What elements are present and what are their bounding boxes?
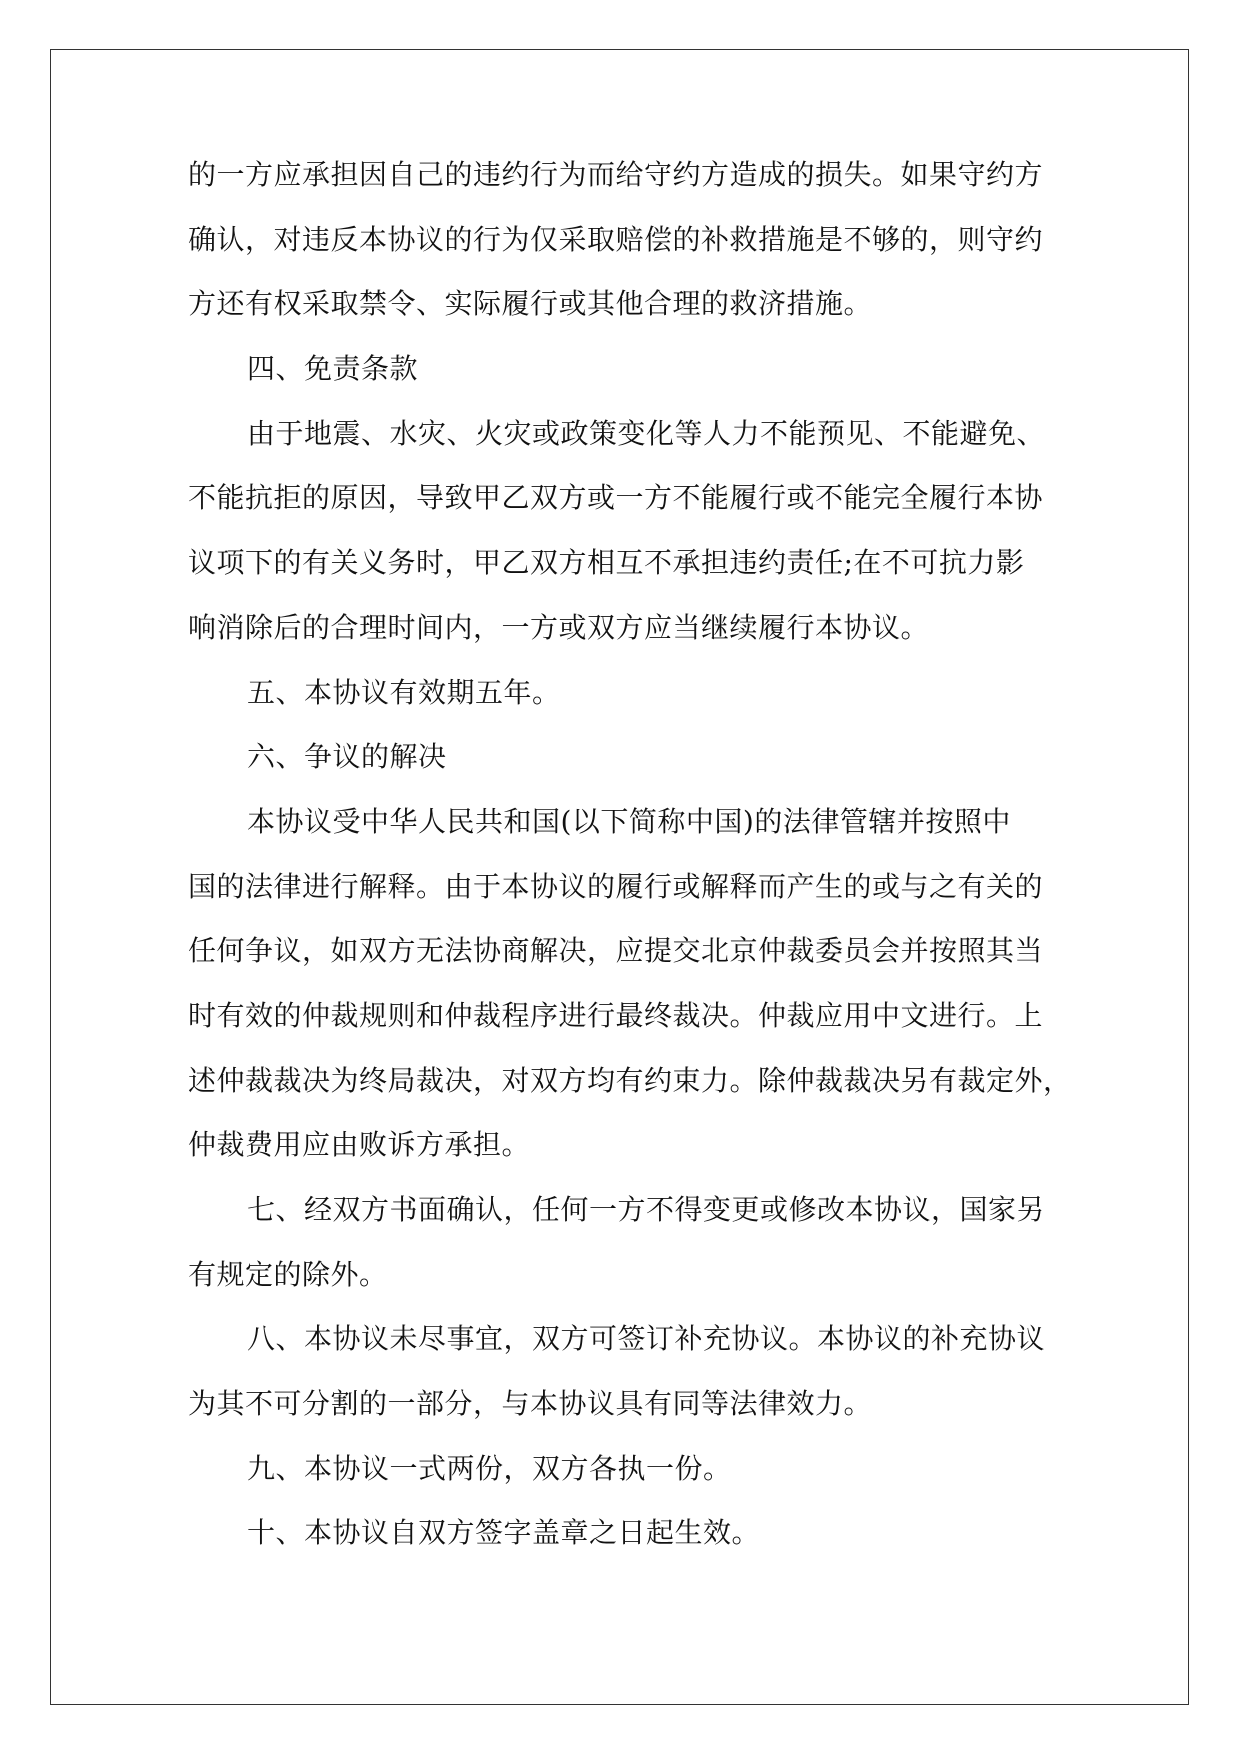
- section-term: 五、本协议有效期五年。: [247, 675, 561, 709]
- text-line: 为其不可分割的一部分，与本协议具有同等法律效力。: [188, 1387, 873, 1421]
- text-line: 本协议受中华人民共和国(以下简称中国)的法律管辖并按照中: [247, 804, 1011, 838]
- text-line: 响消除后的合理时间内，一方或双方应当继续履行本协议。: [188, 610, 930, 644]
- text-line: 时有效的仲裁规则和仲裁程序进行最终裁决。仲裁应用中文进行。上: [188, 998, 1044, 1032]
- section-heading-dispute: 六、争议的解决: [247, 740, 447, 774]
- text-line: 确认，对违反本协议的行为仅采取赔偿的补救措施是不够的，则守约: [188, 222, 1044, 256]
- text-line: 国的法律进行解释。由于本协议的履行或解释而产生的或与之有关的: [188, 869, 1044, 903]
- text-line: 有规定的除外。: [188, 1257, 388, 1291]
- section-copies: 九、本协议一式两份，双方各执一份。: [247, 1451, 732, 1485]
- text-line: 方还有权采取禁令、实际履行或其他合理的救济措施。: [188, 287, 873, 321]
- text-line: 任何争议，如双方无法协商解决，应提交北京仲裁委员会并按照其当: [188, 934, 1044, 968]
- text-line: 不能抗拒的原因，导致甲乙双方或一方不能履行或不能完全履行本协: [188, 481, 1044, 515]
- document-body: [188, 155, 1072, 1578]
- text-line: 仲裁费用应由败诉方承担。: [188, 1128, 531, 1162]
- section-amendment: 七、经双方书面确认，任何一方不得变更或修改本协议，国家另: [247, 1193, 1046, 1226]
- text-line: 述仲裁裁决为终局裁决，对双方均有约束力。除仲裁裁决另有裁定外，: [188, 1063, 1072, 1097]
- text-line: 议项下的有关义务时，甲乙双方相互不承担违约责任;在不可抗力影: [188, 546, 1025, 580]
- section-supplement: 八、本协议未尽事宜，双方可签订补充协议。本协议的补充协议: [247, 1322, 1046, 1356]
- text-line: 由于地震、水灾、火灾或政策变化等人力不能预见、不能避免、: [247, 416, 1046, 450]
- text-line: 的一方应承担因自己的违约行为而给守约方造成的损失。如果守约方: [188, 158, 1044, 191]
- section-heading-exemption: 四、免责条款: [247, 352, 419, 386]
- section-effective: 十、本协议自双方签字盖章之日起生效。: [247, 1516, 761, 1550]
